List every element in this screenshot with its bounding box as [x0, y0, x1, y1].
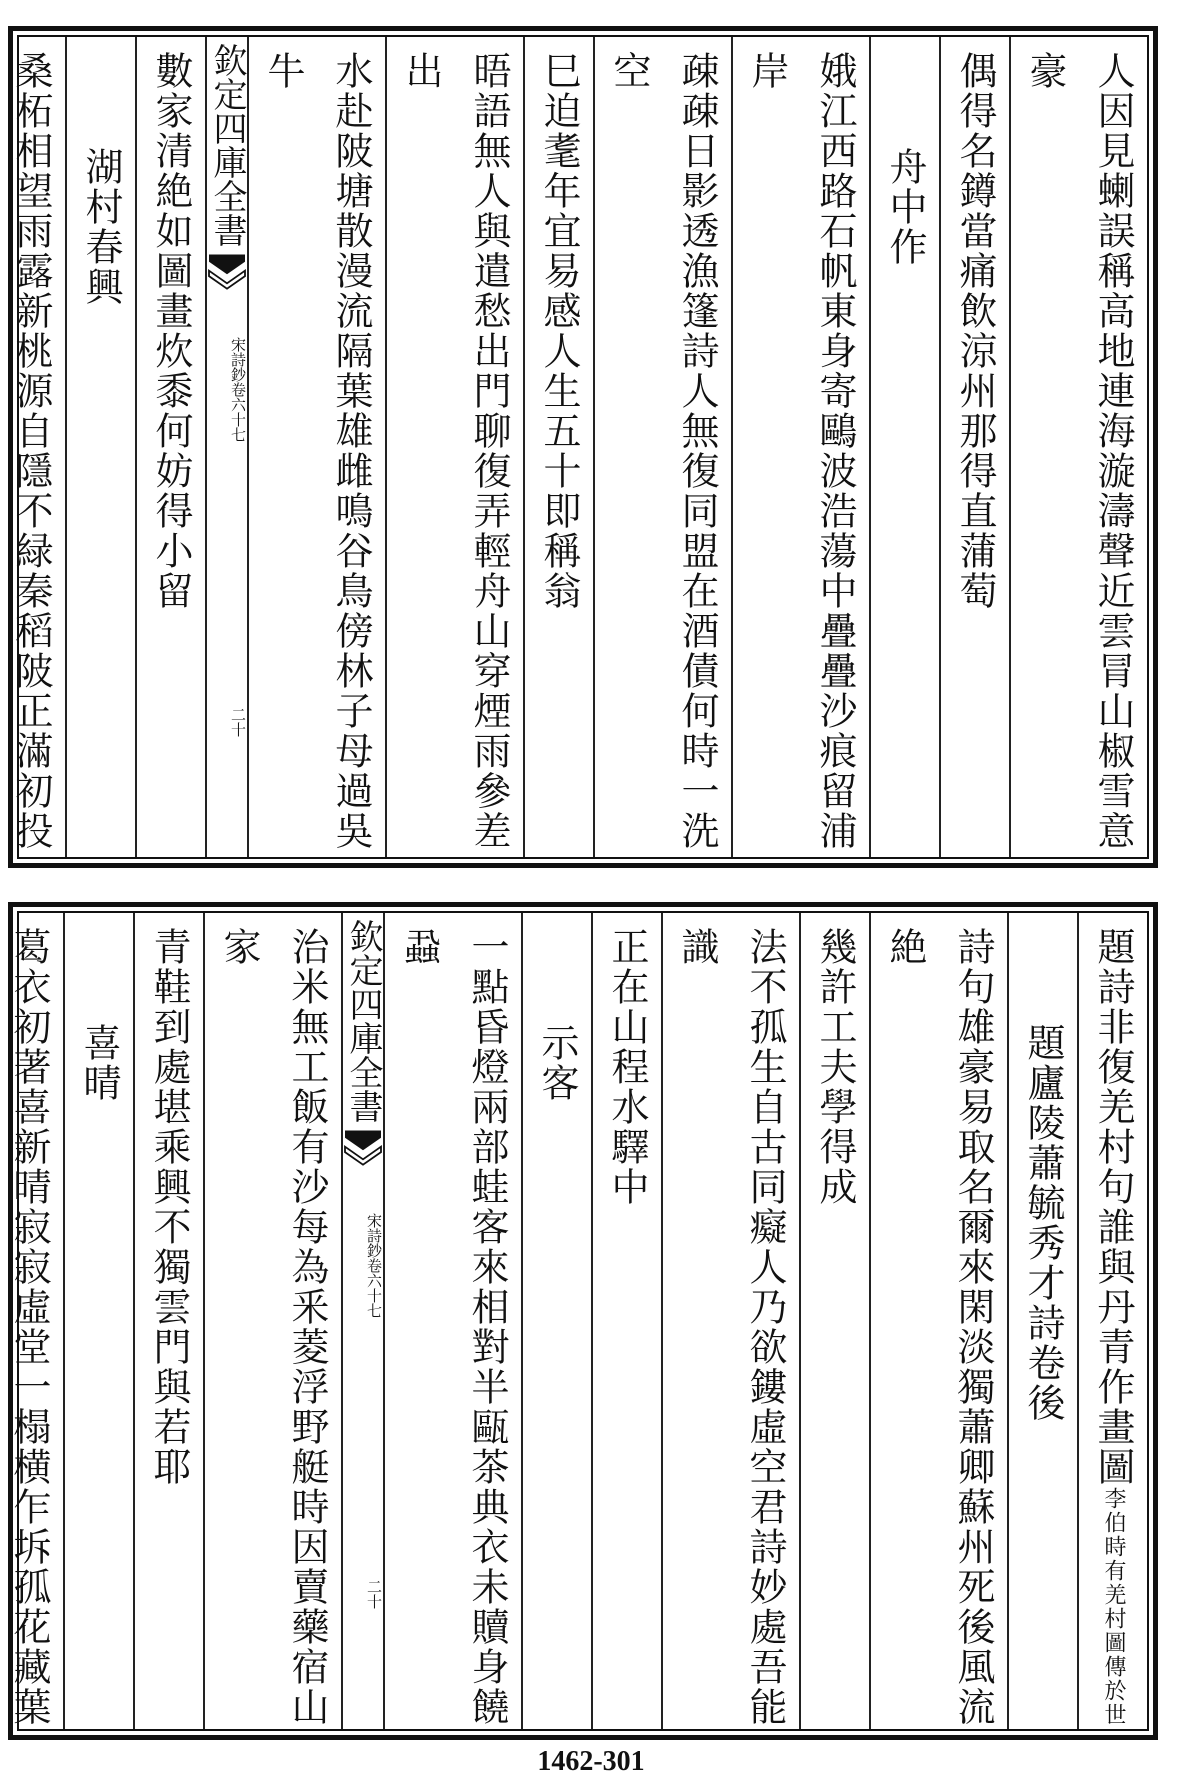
- poem-line: 法不孤生自古同癡人乃欲鏤虛空君詩妙處吾能識: [675, 927, 787, 1727]
- poem-line: 水赴陂塘散漫流隔葉雄雌鳴谷鳥傍林子母過吳牛: [261, 51, 373, 851]
- poem-line: 晤語無人與遣愁出門聊復弄輕舟山穿煙雨參差出: [399, 51, 511, 851]
- text-column: [383, 913, 521, 1729]
- text-column: [1077, 913, 1147, 1729]
- banner-page-number: 二十: [365, 1579, 383, 1609]
- poem-line: 巳迫耄年宜易感人生五十即稱翁: [537, 51, 581, 611]
- banner-column: [205, 37, 247, 857]
- text-column: [731, 37, 869, 857]
- poem-title: 湖村春興: [79, 147, 123, 307]
- poem-line: 青鞋到處堪乘興不獨雲門與若耶: [147, 927, 191, 1487]
- poem-title: 示客: [535, 1023, 579, 1103]
- footer-page-number: 1462-301: [537, 1746, 645, 1777]
- text-column: [0, 913, 63, 1729]
- text-column: [135, 37, 205, 857]
- text-column: [523, 37, 593, 857]
- fish-tail-icon: [345, 1128, 381, 1178]
- top-page: [8, 26, 1158, 868]
- text-column: [939, 37, 1009, 857]
- text-column: [661, 913, 799, 1729]
- text-column: [1009, 37, 1147, 857]
- poem-title-column: [65, 37, 135, 857]
- text-column: [591, 913, 661, 1729]
- poem-line: 桑柘相望雨露新桃源自隱不緑秦稻陂正滿初投: [9, 51, 53, 851]
- poem-line: 疎疎日影透漁篷詩人無復同盟在酒債何時一洗空: [607, 51, 719, 851]
- poem-line: 正在山程水驛中: [605, 927, 649, 1207]
- text-column: [247, 37, 385, 857]
- banner-page-number: 二十: [229, 707, 247, 737]
- annotation-note: 李伯時有羌村圖傳於世: [1101, 1487, 1126, 1727]
- fish-tail-icon: [209, 252, 245, 302]
- poem-line: 題詩非復羌村句誰與丹青作畫圖: [1091, 927, 1135, 1487]
- poem-title-column: [63, 913, 133, 1729]
- text-column: [0, 37, 65, 857]
- top-page-columns: [9, 35, 1149, 859]
- banner-title: 欽定四庫全書: [207, 43, 247, 247]
- poem-line: 治米無工飯有沙每為釆菱浮野艇時因賣藥宿山家: [217, 927, 329, 1727]
- poem-line: 一點昏燈兩部蛙客來相對半甌茶典衣未贖身饒蝨: [397, 927, 509, 1727]
- poem-title-column: [1007, 913, 1077, 1729]
- poem-title-column: [869, 37, 939, 857]
- bottom-page-columns: [7, 911, 1149, 1731]
- poem-line: 葛衣初著喜新晴寂寂虛堂一榻横乍坼孤花藏葉: [7, 927, 51, 1727]
- poem-title: 題廬陵蕭毓秀才詩卷後: [1021, 1023, 1065, 1423]
- poem-line: 人因見蝲誤稱高地連海漩濤聲近雲冐山椒雪意豪: [1023, 51, 1135, 851]
- banner-subtitle: 宋詩鈔卷六十七: [229, 337, 247, 442]
- text-column: [203, 913, 341, 1729]
- poem-line: 數家清絶如圖畫炊黍何妨得小留: [149, 51, 193, 611]
- text-column: [593, 37, 731, 857]
- text-column: [799, 913, 869, 1729]
- poem-line: 詩句雄豪易取名爾來閑淡獨蕭卿蘇州死後風流絶: [883, 927, 995, 1727]
- poem-title: 喜晴: [77, 1023, 121, 1103]
- poem-line: 娥江西路石帆東身寄鷗波浩蕩中疊疊沙痕留浦岸: [745, 51, 857, 851]
- banner-column: [341, 913, 383, 1729]
- poem-title-column: [521, 913, 591, 1729]
- poem-line: 幾許工夫學得成: [813, 927, 857, 1207]
- bottom-page: [8, 902, 1158, 1740]
- text-column: [133, 913, 203, 1729]
- fish-tail-mark: [209, 252, 245, 302]
- text-column: [869, 913, 1007, 1729]
- poem-line: 偶得名鐏當痛飲涼州那得直蒲萄: [953, 51, 997, 611]
- text-column: [385, 37, 523, 857]
- banner-title: 欽定四庫全書: [343, 919, 383, 1123]
- fish-tail-mark: [345, 1128, 381, 1178]
- poem-title: 舟中作: [883, 147, 927, 267]
- banner-subtitle: 宋詩鈔卷六十七: [365, 1213, 383, 1318]
